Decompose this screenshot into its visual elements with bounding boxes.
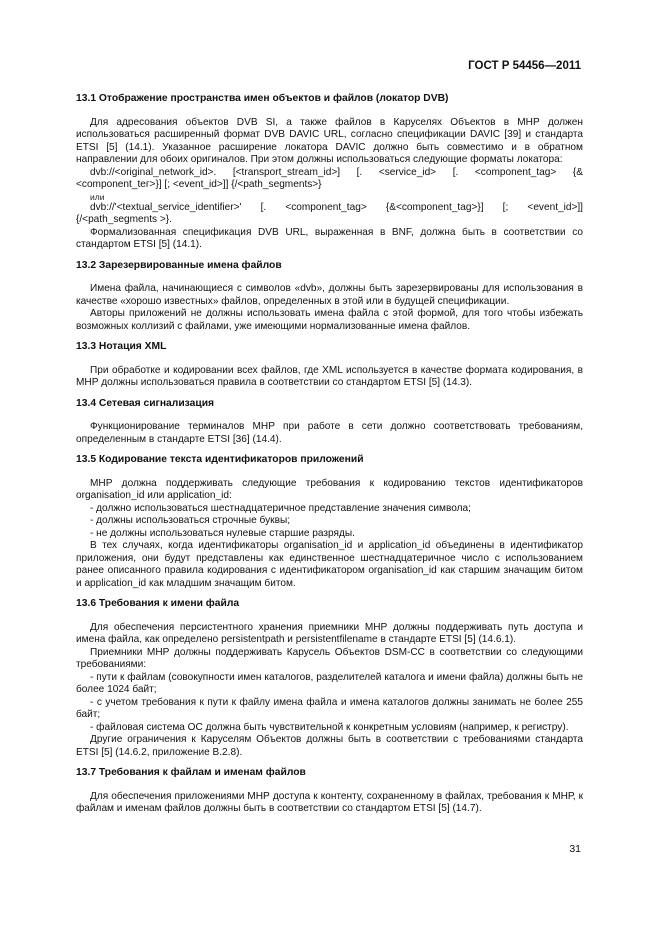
paragraph: - должно использоваться шестнадцатеричное представление значения символа; (90, 502, 471, 514)
document-id: ГОСТ Р 54456—2011 (468, 60, 581, 72)
paragraph: Для обеспечения приложениями МНР доступа к контенту, сохраненному в файлах, требования к МНР, к файлам и именам файлов должны быть в соответствии со стандартом ETSI [5] (14.7). (76, 790, 583, 814)
paragraph: - должны использоваться строчные буквы; (90, 515, 291, 526)
section-title: 13.5 Кодирование текста идентификаторов приложений (76, 454, 364, 465)
section-13-7 (76, 767, 583, 816)
section-13-4 (76, 398, 583, 447)
paragraph: Имена файла, начинающиеся с символов «dvb», должны быть зарезервированы для использования в качестве «хорошо известных» файлов, определенных в этой или в будущей спецификации. (76, 283, 583, 307)
paragraph: - файловая система ОС должна быть чувствительной к конкретным условиям (например, к регистру). (90, 721, 569, 733)
section-13-1 (76, 93, 583, 252)
paragraph: Приемники МНР должны поддерживать Карусель Объектов DSM-CC в соответствии со следующими требованиями: (76, 646, 583, 670)
paragraph: dvb://'<textual_service_identifier>' [. <component_tag> {&<component_tag>}] [; <event_id>]] {/<path_segments >}. (76, 201, 583, 225)
paragraph: - не должны использоваться нулевые старшие разряды. (90, 527, 355, 539)
section-title: 13.3 Нотация XML (76, 341, 167, 352)
paragraph: В тех случаях, когда идентификаторы organisation_id и application_id объединены в идентификатор приложения, они будут представлены как единственное шестнадцатеричное число с использованием ранее описанного правила кодирования с идентификатором organisation_id как старшим значащим битом и application_id как младшим значащим битом. (76, 540, 583, 589)
paragraph: или (90, 191, 105, 202)
paragraph: Формализованная спецификация DVB URL, выраженная в BNF, должна быть в соответствии со стандартом ETSI [5] (14.1). (76, 226, 583, 250)
section-13-3 (76, 341, 583, 390)
section-13-2 (76, 260, 583, 334)
section-title: 13.1 Отображение пространства имен объектов и файлов (локатор DVB) (76, 93, 449, 104)
paragraph: Другие ограничения к Каруселям Объектов должны быть в соответствии с требованиями стандарта ETSI [5] (14.6.2, приложение B.2.8). (76, 734, 583, 758)
paragraph: - с учетом требования к пути к файлу имена файла и имена каталогов должны занимать не более 255 байт; (76, 696, 583, 720)
paragraph: МНР должна поддерживать следующие требования к кодированию текстов идентификаторов organisation_id или application_id: (76, 477, 583, 501)
paragraph: dvb://<original_network_id>. [<transport_stream_id>] [. <service_id> [. <component_tag> {&<component_teг>}] [; <event_id>]] {/<path_segments>} (76, 166, 583, 190)
section-title: 13.7 Требования к файлам и именам файлов (76, 767, 306, 778)
paragraph: Для обеспечения персистентного хранения приемники МНР должны поддерживать путь доступа и имена файла, как определено persistentpath и persistentfilename в стандарте ETSI [5] (14.6.1). (76, 621, 583, 645)
page-number: 31 (569, 843, 581, 855)
paragraph: Функционирование терминалов МНР при работе в сети должно соответствовать требованиям, определенным в стандарте ETSI [36] (14.4). (76, 421, 583, 445)
paragraph: - пути к файлам (совокупности имен каталогов, разделителей каталога и имени файла) должны быть не более 1024 байт; (76, 671, 583, 695)
paragraph: Для адресования объектов DVB SI, а также файлов в Каруселях Объектов в МНР должен использоваться расширенный формат DVB DAVIC URL, согласно спецификации DAVIC [39] и стандарта ETSI [5] (14.1). Указанное расширение локатора DAVIC должно быть совместимо и в обратном направлении для обоих оригиналов. При этом должны использоваться следующие форматы локатора: (76, 116, 583, 165)
section-13-6 (76, 598, 583, 759)
document-body (76, 93, 583, 824)
section-13-5 (76, 454, 583, 590)
paragraph: При обработке и кодировании всех файлов, где XML используется в качестве формата кодирования, в МНР должны использоваться правила в соответствии со стандартом ETSI [5] (14.3). (76, 364, 583, 388)
section-title: 13.6 Требования к имени файла (76, 598, 240, 609)
section-title: 13.2 Зарезервированные имена файлов (76, 259, 282, 271)
paragraph: Авторы приложений не должны использовать имена файла с этой формой, для того чтобы избежать возможных коллизий с файлами, уже имеющими нормализованные имена файлов. (76, 308, 583, 332)
section-title: 13.4 Сетевая сигнализация (76, 397, 215, 409)
